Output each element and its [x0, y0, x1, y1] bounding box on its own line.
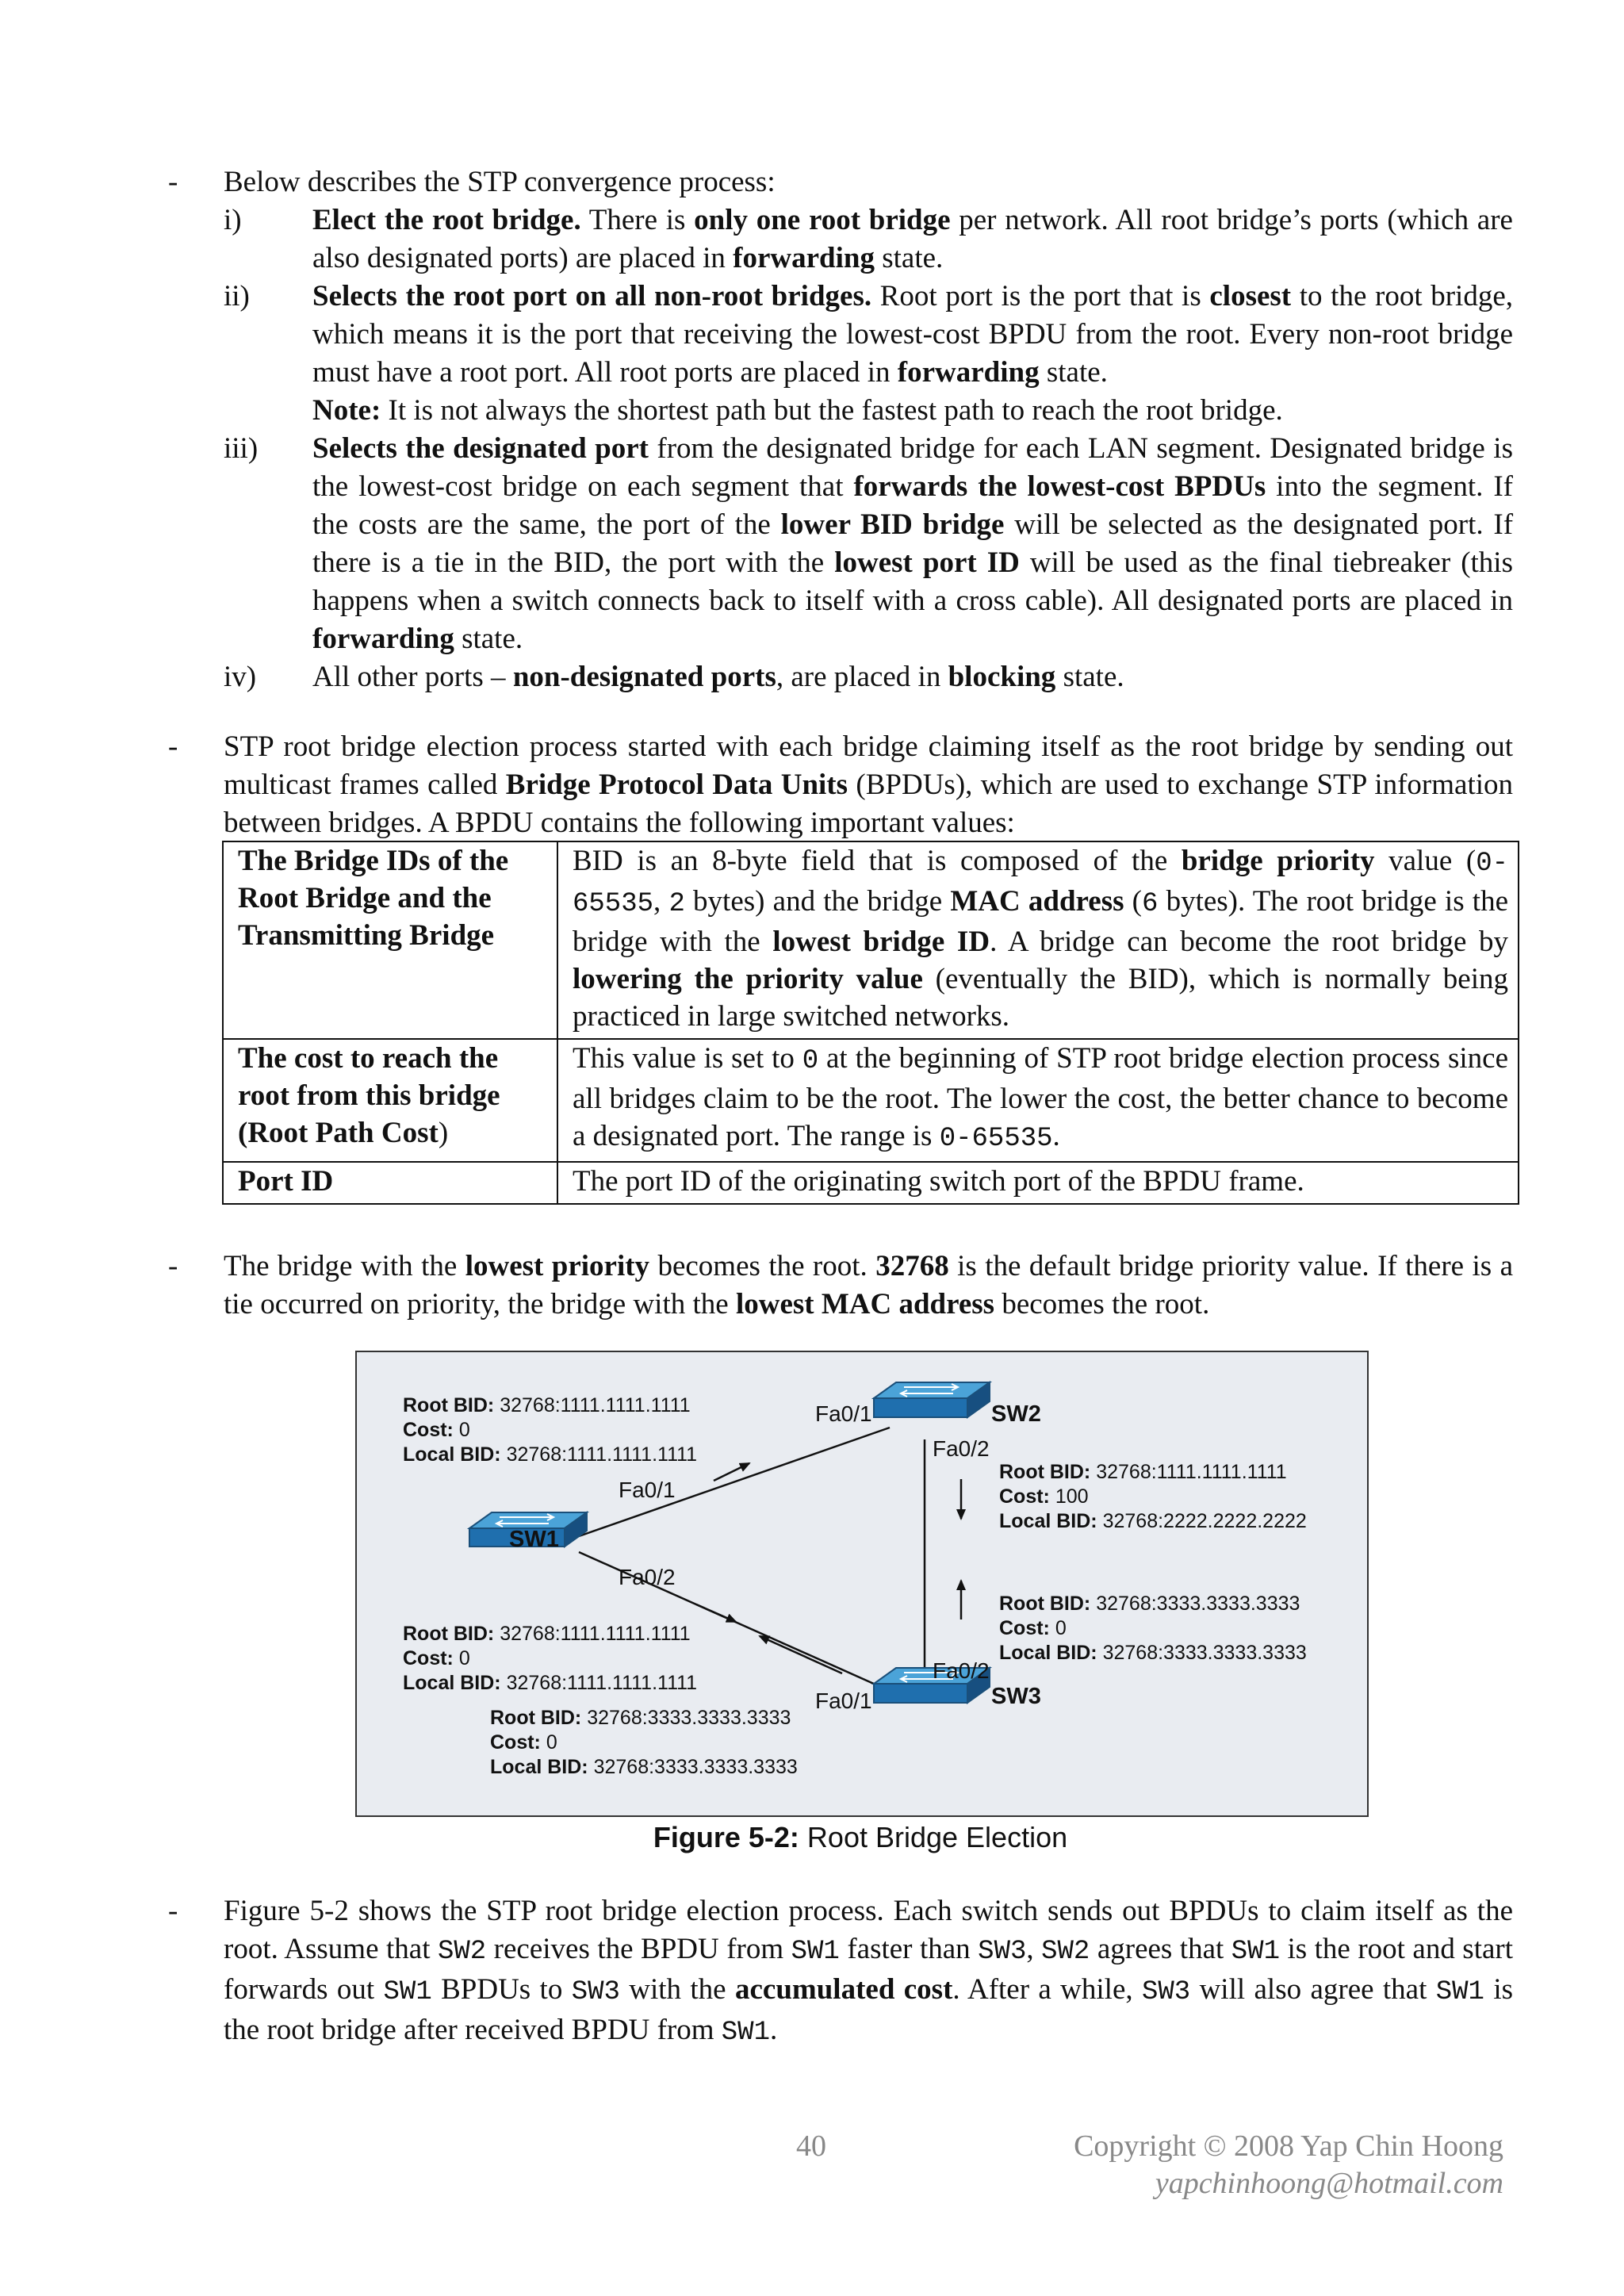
step-text: to the root bridge, which means it is the port that receiving the lowest-cost BPDU from the root. Every non-root bridge must have a root port. All root ports are placed in: [312, 280, 1514, 389]
caption-text: Root Bridge Election: [799, 1821, 1068, 1853]
port-label: Fa0/2: [619, 1565, 676, 1589]
switch-icon: [874, 1382, 990, 1417]
note-text: It is not always the shortest path but the fastest path to reach the root bridge.: [381, 394, 1283, 427]
bpdu-info-sw3-up: Root BID: 32768:3333.3333.3333 Cost: 0 Local BID: 32768:3333.3333.3333: [999, 1593, 1307, 1664]
table-value-cell: BID is an 8-byte field that is composed of the bridge priority value (0-65535, 2 bytes) and the bridge MAC address (6 bytes). The root bridge is the bridge with the lowest bridge ID. A bridge can become the root bridge by lowering the priority value (eventually the BID), which is normally being practiced in large switched networks.: [557, 841, 1519, 1039]
step-text: state.: [1039, 356, 1108, 389]
note-label: Note:: [312, 394, 381, 427]
bpdu-info-sw1-top: Root BID: 32768:1111.1111.1111 Cost: 0 Local BID: 32768:1111.1111.1111: [403, 1394, 698, 1466]
table-value-cell: This value is set to 0 at the beginning of STP root bridge election process since all bridges claim to be the root. The lower the cost, the better chance to become a designated port. The range is 0-65535.: [557, 1039, 1519, 1162]
port-label: Fa0/1: [619, 1478, 676, 1502]
intro-paragraph: [224, 163, 1513, 201]
switch-label-sw1: SW1: [509, 1527, 559, 1552]
step-text: state.: [454, 623, 523, 655]
paragraph-bold: Bridge Protocol Data Units: [505, 769, 848, 801]
step-bold: closest: [1209, 280, 1292, 312]
step-text: state.: [874, 242, 944, 274]
table-value-cell: The port ID of the originating switch port of the BPDU frame.: [557, 1162, 1519, 1204]
bullet-marker: -: [168, 1250, 178, 1282]
port-label: Fa0/1: [815, 1401, 872, 1426]
table-key-cell: The cost to reach the root from this bridge (Root Path Cost): [223, 1039, 557, 1162]
step-bold: only one root bridge: [694, 204, 951, 236]
table-key-cell: Port ID: [223, 1162, 557, 1204]
step-bold: forwarding: [312, 623, 454, 655]
step-bold: blocking: [948, 661, 1056, 693]
figure-explanation-paragraph: Figure 5-2 shows the STP root bridge election process. Each switch sends out BPDUs to claim itself as the root. Assume that SW2 receives the BPDU from SW1 faster than SW3, SW2 agrees that SW1 is the root and start forwards out SW1 BPDUs to SW3 with the accumulated cost. After a while, SW3 will also agree that SW1 is the root bridge after received BPDU from SW1.: [224, 1895, 1514, 2048]
root-bridge-election-figure: [355, 1351, 1369, 1817]
step-text: There is: [580, 204, 695, 236]
bpdu-values-table: [222, 841, 1519, 1205]
step-bold: Elect the root bridge.: [312, 204, 581, 236]
step-item: [224, 201, 1513, 278]
table-row: [223, 841, 1519, 1039]
step-bold: forwarding: [897, 356, 1040, 389]
paragraph-text: STP root bridge election process started with each bridge claiming itself as the root bridge by sending out multicast frames called: [224, 730, 1513, 801]
step-bold: Selects the root port on all non-root bridges.: [312, 280, 872, 312]
table-key-cell: The Bridge IDs of the Root Bridge and the Transmitting Bridge: [223, 841, 557, 1039]
bpdu-arrow-sw3-to-sw1: [760, 1636, 842, 1673]
step-number: i): [224, 204, 242, 236]
step-text: into the segment. If the costs are the same, the port of the: [312, 470, 1513, 541]
bpdu-info-sw2: Root BID: 32768:1111.1111.1111 Cost: 100 Local BID: 32768:2222.2222.2222: [999, 1461, 1307, 1532]
figure-caption: [355, 1821, 1365, 1854]
paragraph-text: (BPDUs), which are used to exchange STP information between bridges. A BPDU contains the following important values:: [224, 769, 1514, 839]
step-number: ii): [224, 280, 250, 312]
switch-label-sw2: SW2: [991, 1401, 1041, 1427]
priority-paragraph: The bridge with the lowest priority becomes the root. 32768 is the default bridge priority value. If there is a tie occurred on priority, the bridge with the lowest MAC address becomes the root.: [224, 1250, 1513, 1320]
step-bold: non-designated ports: [512, 661, 776, 693]
step-body: [312, 278, 1513, 430]
bpdu-info-sw3-left: Root BID: 32768:3333.3333.3333 Cost: 0 Local BID: 32768:3333.3333.3333: [490, 1707, 798, 1778]
bpdu-paragraph: [224, 728, 1513, 842]
step-body: [312, 658, 1513, 696]
author-email: yapchinhoong@hotmail.com: [1155, 2167, 1503, 2200]
copyright-notice: Copyright © 2008 Yap Chin Hoong: [1074, 2129, 1503, 2163]
step-text: All other ports –: [312, 661, 513, 693]
step-bold: Selects the designated port: [312, 432, 649, 465]
step-body: [312, 430, 1513, 658]
step-text: Root port is the port that is: [871, 280, 1210, 312]
step-item: [224, 278, 1513, 430]
step-bold: lowest port ID: [834, 546, 1020, 579]
step-number: iv): [224, 661, 257, 693]
step-number: iii): [224, 432, 259, 465]
table-row: [223, 1039, 1519, 1162]
port-label: Fa0/2: [933, 1436, 990, 1461]
bpdu-arrow-sw1-to-sw3: [696, 1604, 736, 1622]
bullet-marker: -: [168, 166, 178, 198]
step-bold: lower BID bridge: [780, 508, 1005, 541]
step-text: will be selected as the designated port. If there is a tie in the BID, the port with the: [312, 508, 1514, 579]
step-text: per network. All root bridge’s ports (which are also designated ports) are placed in: [312, 204, 1513, 274]
step-bold: forwards the lowest-cost BPDUs: [853, 470, 1266, 503]
step-body: [312, 201, 1513, 278]
step-item: [224, 658, 1513, 696]
step-item: [224, 430, 1513, 658]
port-label: Fa0/2: [933, 1658, 990, 1683]
step-text: from the designated bridge for each LAN segment. Designated bridge is the lowest-cost bridge on each segment that: [312, 432, 1513, 503]
page-number: 40: [796, 2129, 826, 2163]
bpdu-info-sw1-bottom: Root BID: 32768:1111.1111.1111 Cost: 0 Local BID: 32768:1111.1111.1111: [403, 1623, 698, 1694]
step-text: will be used as the final tiebreaker (this happens when a switch connects back to itself with a cross cable). All designated ports are placed in: [312, 546, 1513, 617]
caption-label: Figure 5-2:: [653, 1821, 799, 1853]
step-bold: forwarding: [733, 242, 875, 274]
step-text: state.: [1055, 661, 1124, 693]
port-label: Fa0/1: [815, 1688, 872, 1713]
bullet-marker: -: [168, 730, 178, 763]
table-row: [223, 1162, 1519, 1204]
bullet-marker: -: [168, 1895, 178, 1927]
intro-text: Below describes the STP convergence process:: [224, 166, 776, 198]
switch-label-sw3: SW3: [991, 1684, 1041, 1709]
step-text: , are placed in: [776, 661, 948, 693]
